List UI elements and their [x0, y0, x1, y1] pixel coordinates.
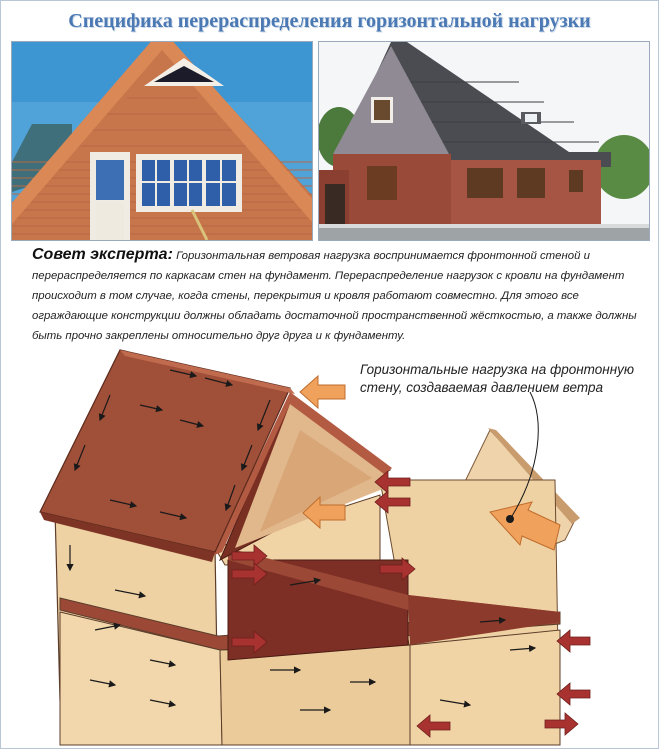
wind-load-annotation: Горизонтальные нагрузка на фронтонную стену, создаваемая давлением ветра — [360, 362, 635, 395]
advice-text: Горизонтальная ветровая нагрузка воспринимается фронтонной стеной и перераспределяется по каркасам стен на фундамент. Перераспределение нагрузок с кровли на фундамент происходит в том случае, когда стены, перекрытия и кровля работают совместно. Для этого все ограждающие конструкции должны обладать достаточной пространственной жёсткостью, а также должны быть прочно закреплены относительно друг друга и к фундаменту. — [32, 250, 637, 342]
photo-brick-house — [318, 41, 650, 241]
load-point — [506, 515, 514, 523]
advice-heading: Совет эксперта: — [32, 246, 173, 263]
page-title: Специфика перераспределения горизонтальной нагрузки — [68, 10, 591, 32]
photo-wooden-gable — [11, 41, 313, 241]
